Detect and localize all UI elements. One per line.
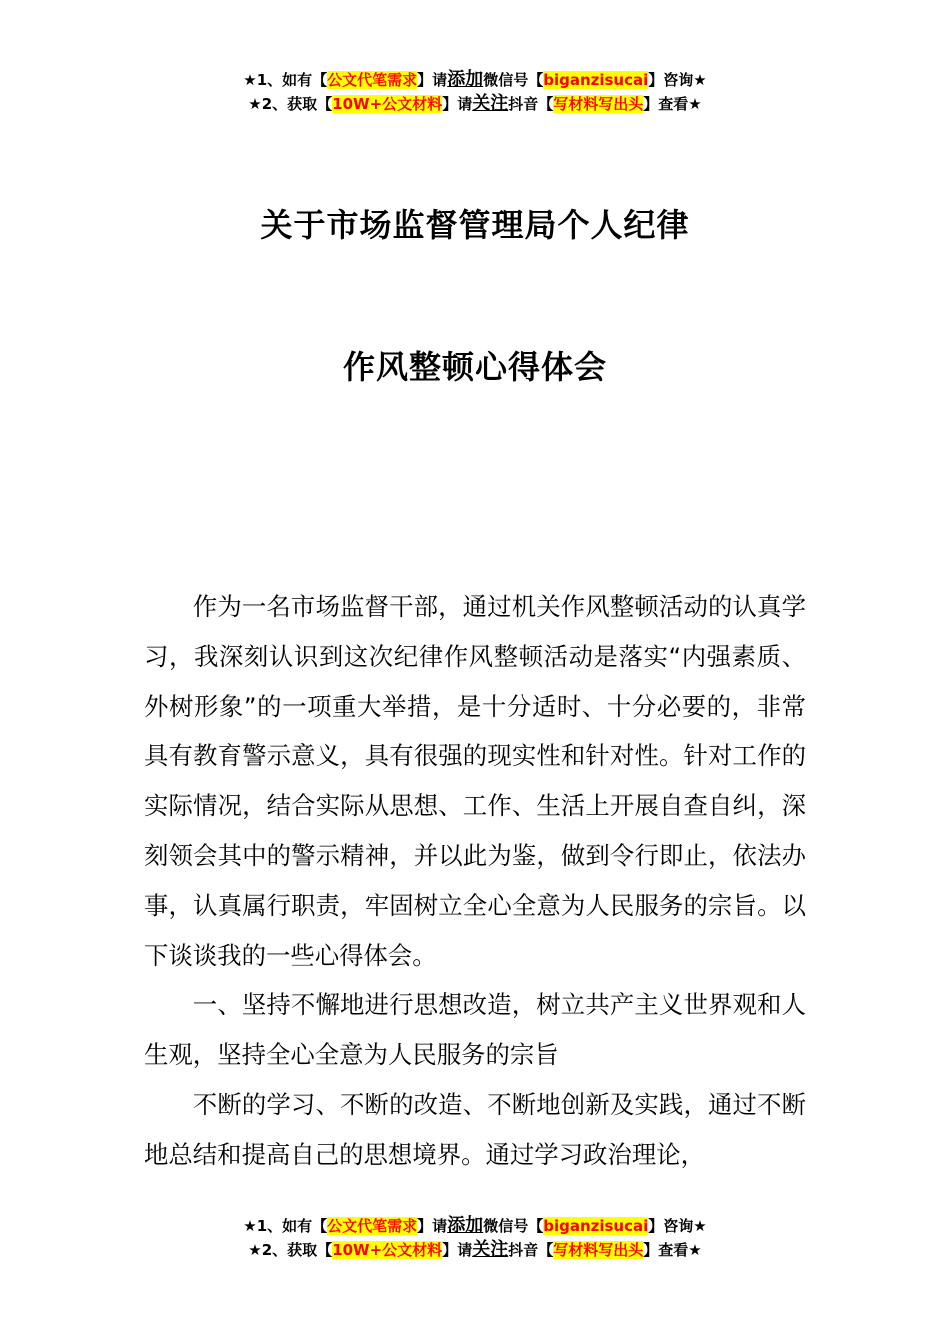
banner-highlight: 10W+公文材料: [332, 95, 443, 113]
banner-text: 】请: [417, 1217, 448, 1235]
banner-highlight: biganzisucai: [543, 1217, 649, 1235]
banner-line-2: [0, 1238, 950, 1262]
footer-banner: [0, 1214, 950, 1262]
banner-emphasis: 添加: [447, 69, 484, 90]
banner-emphasis: 添加: [447, 1215, 484, 1236]
banner-highlight: 写材料写出头: [553, 1241, 644, 1259]
document-title-line-2: 作风整顿心得体会: [342, 348, 607, 386]
banner-line-2: [0, 92, 950, 116]
banner-emphasis: 关注: [472, 1239, 509, 1260]
banner-text: 微信号【: [483, 71, 544, 89]
banner-line-1: [0, 1214, 950, 1238]
banner-highlight: 10W+公文材料: [332, 1241, 443, 1259]
banner-highlight: 公文代笔需求: [327, 1217, 418, 1235]
banner-text: 】请: [417, 71, 448, 89]
banner-text: ★1、如有【: [243, 1217, 328, 1235]
paragraph: 作为一名市场监督干部，通过机关作风整顿活动的认真学习，我深刻认识到这次纪律作风整顿活动是落实“内强素质、外树形象”的一项重大举措，是十分适时、十分必要的，非常具有教育警示意义，具有很强的现实性和针对性。针对工作的实际情况，结合实际从思想、工作、生活上开展自查自纠，深刻领会其中的警示精神，并以此为鉴，做到令行即止，依法办事，认真属行职责，牢固树立全心全意为人民服务的宗旨。以下谈谈我的一些心得体会。: [144, 592, 806, 970]
document-title-line-1: 关于市场监督管理局个人纪律: [260, 206, 690, 244]
banner-text: 】请: [442, 1241, 473, 1259]
banner-text: 】查看★: [643, 95, 702, 113]
banner-highlight: biganzisucai: [543, 71, 649, 89]
paragraph: 不断的学习、不断的改造、不断地创新及实践，通过不断地总结和提高自己的思想境界。通过学习政治理论，: [144, 1089, 806, 1169]
banner-text: 抖音【: [508, 95, 554, 113]
banner-text: ★2、获取【: [248, 1241, 333, 1259]
header-banner: [0, 68, 950, 116]
document-body: [144, 582, 806, 1180]
banner-text: ★2、获取【: [248, 95, 333, 113]
banner-text: 】咨询★: [648, 1217, 707, 1235]
banner-line-1: [0, 68, 950, 92]
banner-highlight: 公文代笔需求: [327, 71, 418, 89]
banner-highlight: 写材料写出头: [553, 95, 644, 113]
banner-text: ★1、如有【: [243, 71, 328, 89]
banner-text: 】咨询★: [648, 71, 707, 89]
section-heading: 一、坚持不懈地进行思想改造，树立共产主义世界观和人生观，坚持全心全意为人民服务的宗旨: [144, 990, 806, 1070]
banner-text: 微信号【: [483, 1217, 544, 1235]
banner-text: 】请: [442, 95, 473, 113]
banner-emphasis: 关注: [472, 93, 509, 114]
banner-text: 】查看★: [643, 1241, 702, 1259]
banner-text: 抖音【: [508, 1241, 554, 1259]
